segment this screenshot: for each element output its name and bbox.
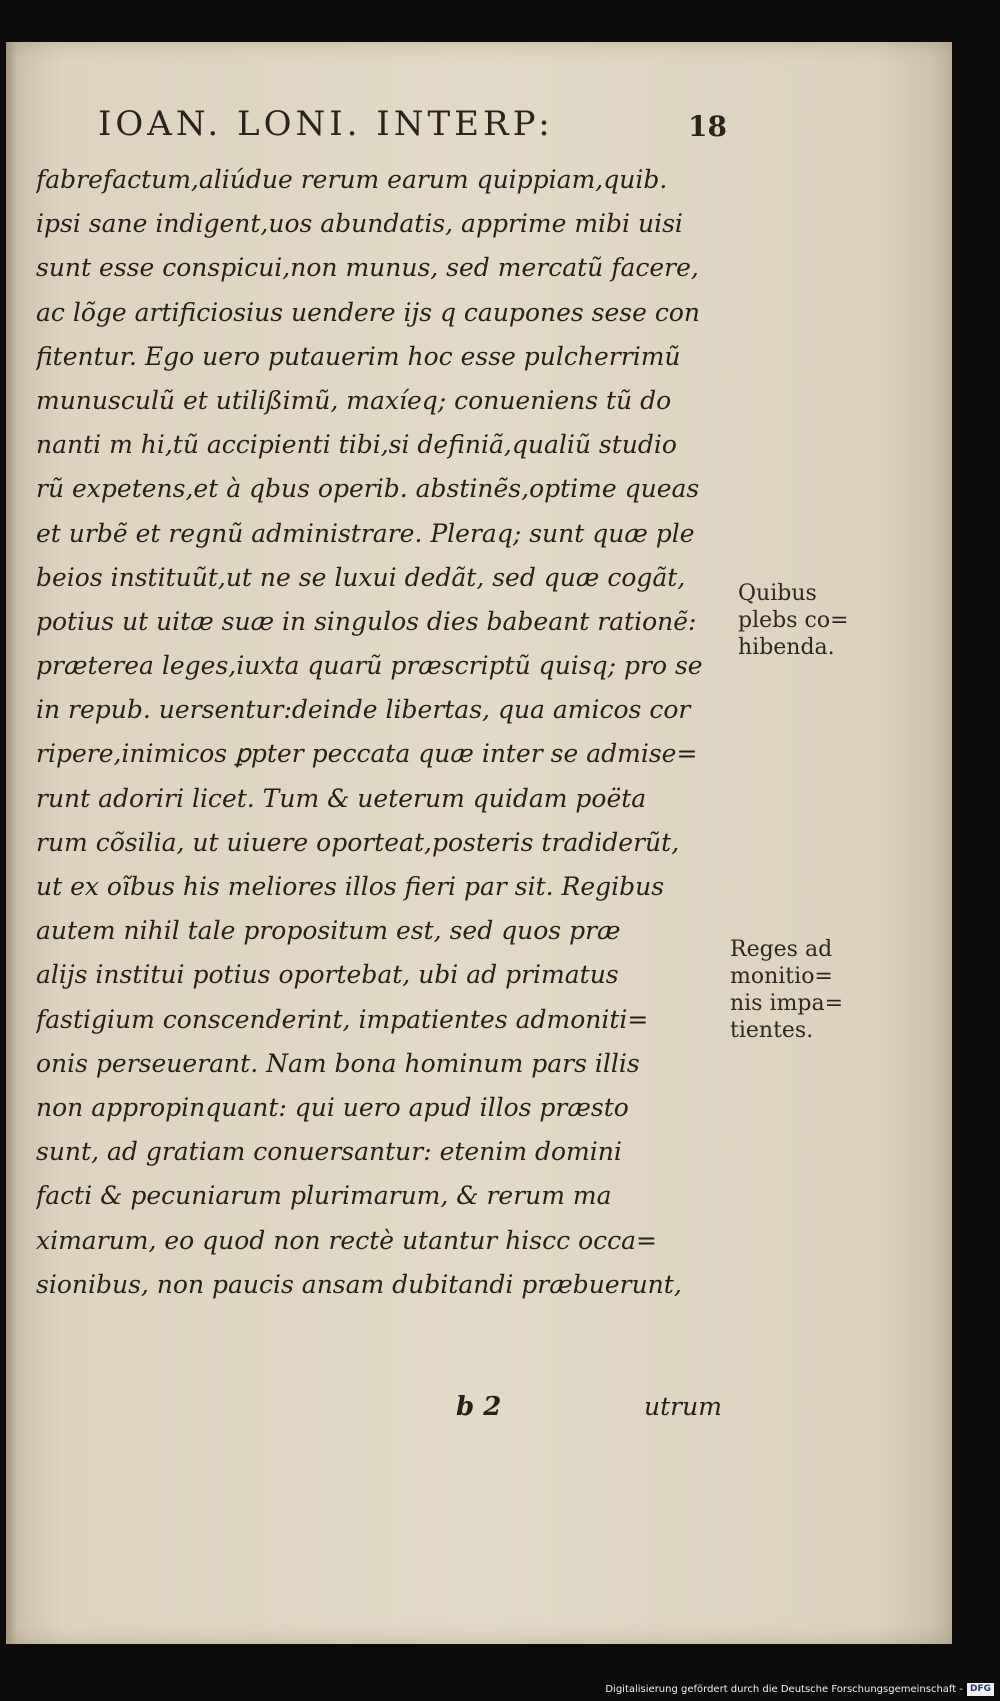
text-line: nanti m hi,tũ accipienti tibi,si definiã,qualiũ studio (36, 430, 677, 460)
credit-text: Digitalisierung gefördert durch die Deutsche Forschungsgemeinschaft - (605, 1683, 963, 1695)
dfg-logo-icon: DFG (967, 1683, 994, 1696)
marginal-note-line: monitio= (730, 964, 833, 989)
page-number: 18 (688, 110, 727, 143)
text-line: ipsi sane indigent,uos abundatis, apprime mibi uisi (36, 209, 683, 239)
text-line: facti & pecuniarum plurimarum, & rerum ma (36, 1181, 612, 1211)
marginal-note-plebs (738, 580, 849, 661)
text-line: rum cõsilia, ut uiuere oporteat,posteris tradiderũt, (36, 827, 680, 857)
text-line: sunt esse conspicui,non munus, sed mercatũ facere, (36, 253, 699, 283)
digitization-credit (605, 1681, 994, 1697)
text-line: ac lõge artificiosius uendere ijs q caupones sese con (36, 297, 701, 327)
text-line: sionibus, non paucis ansam dubitandi præbuerunt, (36, 1269, 682, 1299)
text-line: fastigium conscenderint, impatientes admoniti= (36, 1004, 649, 1034)
main-text-block (36, 158, 736, 1307)
text-line: non appropinquant: qui uero apud illos præsto (36, 1092, 629, 1122)
text-line: alijs institui potius oportebat, ubi ad primatus (36, 960, 619, 990)
marginal-note-line: Reges ad (730, 937, 833, 962)
text-line: ximarum, eo quod non rectè utantur hiscc occa= (36, 1225, 657, 1255)
text-line: rũ expetens,et à qbus operib. abstinẽs,optime queas (36, 474, 700, 504)
text-line: fitentur. Ego uero putauerim hoc esse pulcherrimũ (36, 341, 681, 371)
signature-mark: b 2 (456, 1392, 502, 1422)
text-line: ut ex oĩbus his meliores illos fieri par sit. Regibus (36, 872, 665, 901)
text-line: præterea leges,iuxta quarũ præscriptũ quisq; pro se (36, 651, 703, 681)
text-line: autem nihil tale propositum est, sed quos præ (36, 916, 621, 946)
marginal-note-line: nis impa= (730, 991, 844, 1016)
catchline (36, 1392, 736, 1436)
text-line: beios instituũt,ut ne se luxui dedãt, sed quæ cogãt, (36, 562, 686, 592)
marginal-note-line: hibenda. (738, 635, 835, 660)
page-gutter-shadow (6, 42, 16, 1644)
marginal-note-line: plebs co= (738, 608, 849, 633)
catchword: utrum (644, 1392, 722, 1421)
text-line: sunt, ad gratiam conuersantur: etenim domini (36, 1137, 622, 1167)
text-line: potius ut uitæ suæ in singulos dies babeant rationẽ: (36, 606, 697, 636)
marginal-note-line: tientes. (730, 1018, 814, 1043)
text-line: munusculũ et utilißimũ, maxíeq; conueniens tũ do (36, 385, 672, 415)
text-line: fabrefactum,aliúdue rerum earum quippiam,quib. (36, 165, 668, 194)
marginal-note-reges (730, 936, 843, 1044)
text-line: onis perseuerant. Nam bona hominum pars illis (36, 1048, 640, 1078)
text-line: runt adoriri licet. Tum & ueterum quidam poëta (36, 783, 647, 813)
text-line: et urbẽ et regnũ administrare. Pleraq; sunt quæ ple (36, 518, 695, 548)
text-line: in repub. uersentur:deinde libertas, qua amicos cor (36, 695, 691, 725)
marginal-note-line: Quibus (738, 581, 817, 606)
running-head: IOAN. LONI. INTERP: (98, 104, 554, 144)
text-line: ripere,inimicos ꝑpter peccata quæ inter se admise= (36, 739, 698, 769)
